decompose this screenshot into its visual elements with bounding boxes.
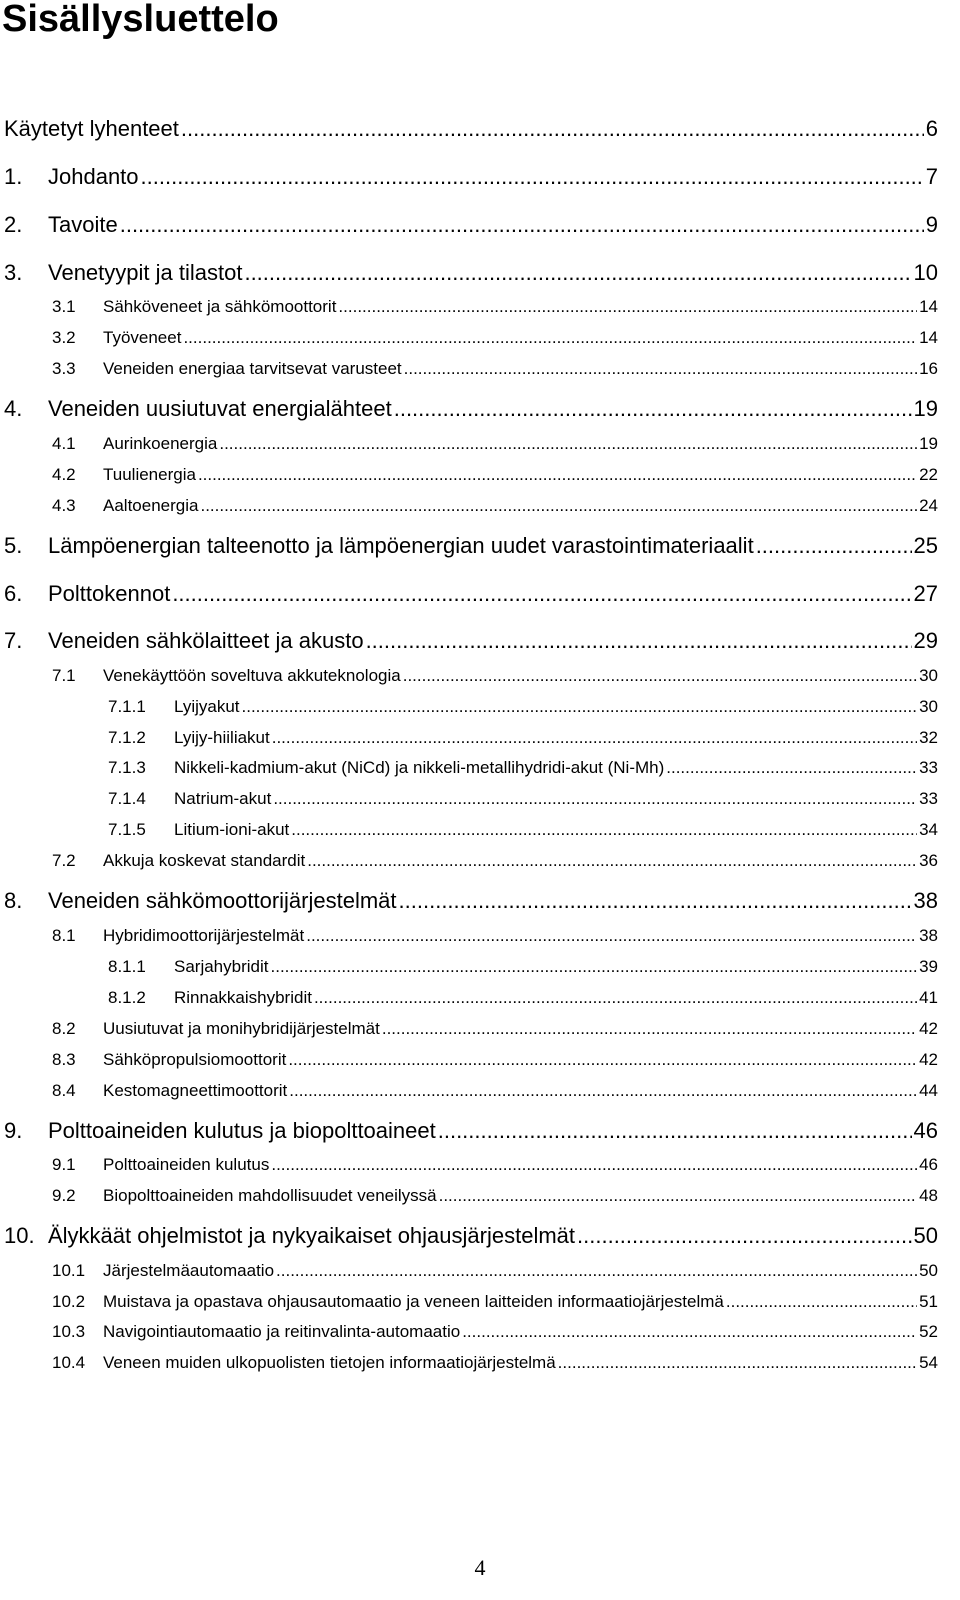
toc-leader-dots (439, 1186, 917, 1206)
toc-entry-number: 10.4 (52, 1353, 86, 1372)
toc-entry[interactable] (4, 1155, 938, 1175)
toc-entry-number: 1. (4, 164, 23, 189)
page-number: 4 (474, 1555, 486, 1580)
toc-entry-label: Sähköveneet ja sähkömoottorit (103, 297, 337, 316)
toc-entry-page: 46 (913, 1118, 938, 1143)
toc-entry-page: 7 (925, 164, 938, 189)
toc-entry-label: Veneiden sähkölaitteet ja akusto (48, 628, 364, 653)
toc-entry-page: 51 (919, 1292, 938, 1311)
toc-entry[interactable] (4, 1118, 938, 1144)
toc-entry-number: 6. (4, 581, 23, 606)
toc-entry-number: 8. (4, 888, 23, 913)
toc-entry-number: 2. (4, 212, 23, 237)
toc-entry-label: Sarjahybridit (174, 957, 269, 976)
toc-entry[interactable] (4, 260, 938, 286)
toc-entry-number: 3.1 (52, 297, 76, 316)
toc-entry-label: Hybridimoottorijärjestelmät (103, 926, 305, 945)
toc-entry-page: 32 (919, 728, 938, 747)
toc-entry[interactable] (4, 1019, 938, 1039)
toc-entry-page: 39 (919, 957, 938, 976)
toc-leader-dots (558, 1353, 917, 1373)
toc-entry[interactable] (4, 789, 938, 809)
toc-leader-dots (404, 359, 917, 379)
toc-entry-label: Veneiden sähkömoottorijärjestelmät (48, 888, 397, 913)
toc-leader-dots (172, 581, 911, 607)
toc-entry-number: 10.2 (52, 1292, 86, 1311)
toc-leader-dots (394, 396, 912, 422)
toc-entry[interactable] (4, 851, 938, 871)
toc-leader-dots (338, 297, 917, 317)
toc-leader-dots (288, 1050, 917, 1070)
toc-entry[interactable] (4, 957, 938, 977)
toc-entry[interactable] (4, 1081, 938, 1101)
toc-entry-number: 7.1.2 (108, 728, 146, 747)
toc-entry-label: Käytetyt lyhenteet (4, 116, 179, 141)
toc-entry-page: 10 (913, 260, 938, 285)
toc-leader-dots (198, 465, 917, 485)
toc-entry-page: 9 (925, 212, 938, 237)
toc-entry-number: 3.2 (52, 328, 76, 347)
toc-entry-number: 4.2 (52, 465, 76, 484)
toc-entry-label: Sähköpropulsiomoottorit (103, 1050, 287, 1069)
toc-entry-page: 22 (919, 465, 938, 484)
toc-entry-page: 14 (919, 297, 938, 316)
toc-leader-dots (314, 988, 917, 1008)
toc-entry-label: Aurinkoenergia (103, 434, 218, 453)
toc-entry-number: 8.2 (52, 1019, 76, 1038)
toc-entry[interactable] (4, 888, 938, 914)
toc-entry[interactable] (4, 581, 938, 607)
toc-entry-page: 52 (919, 1322, 938, 1341)
toc-entry-number: 3.3 (52, 359, 76, 378)
toc-entry-number: 5. (4, 533, 23, 558)
toc-entry-number: 7.1.1 (108, 697, 146, 716)
toc-leader-dots (200, 496, 917, 516)
toc-entry-page: 30 (919, 697, 938, 716)
toc-entry-number: 4. (4, 396, 23, 421)
toc-entry[interactable] (4, 697, 938, 717)
toc-entry[interactable] (4, 1322, 938, 1342)
toc-entry-page: 48 (919, 1186, 938, 1205)
toc-entry-page: 54 (919, 1353, 938, 1372)
toc-entry-label: Polttokennot (48, 581, 171, 606)
toc-leader-dots (289, 1081, 917, 1101)
toc-leader-dots (183, 328, 917, 348)
toc-entry-number: 9.2 (52, 1186, 76, 1205)
toc-entry-page: 50 (919, 1261, 938, 1280)
toc-entry[interactable] (4, 1353, 938, 1373)
toc-entry-label: Natrium-akut (174, 789, 272, 808)
toc-entry-label: Älykkäät ohjelmistot ja nykyaikaiset ohjausjärjestelmät (48, 1223, 576, 1248)
toc-entry-label: Akkuja koskevat standardit (103, 851, 306, 870)
toc-leader-dots (272, 728, 917, 748)
toc-leader-dots (181, 116, 924, 142)
toc-entry-number: 7.2 (52, 851, 76, 870)
toc-entry[interactable] (4, 359, 938, 379)
toc-leader-dots (438, 1118, 912, 1144)
toc-entry[interactable] (4, 533, 938, 559)
toc-entry-page: 19 (913, 396, 938, 421)
toc-entry[interactable] (4, 1050, 938, 1070)
toc-entry-number: 8.3 (52, 1050, 76, 1069)
toc-leader-dots (403, 666, 917, 686)
toc-entry-label: Polttoaineiden kulutus (103, 1155, 270, 1174)
toc-entry[interactable] (4, 1186, 938, 1206)
toc-entry-number: 3. (4, 260, 23, 285)
toc-leader-dots (271, 957, 918, 977)
toc-entry-page: 38 (919, 926, 938, 945)
toc-leader-dots (756, 533, 912, 559)
toc-leader-dots (399, 888, 912, 914)
toc-leader-dots (306, 926, 917, 946)
toc-entry-label: Veneen muiden ulkopuolisten tietojen informaatiojärjestelmä (103, 1353, 556, 1372)
toc-entry[interactable] (4, 666, 938, 686)
toc-entry-page: 14 (919, 328, 938, 347)
page-title: Sisällysluettelo (2, 0, 279, 40)
toc-entry-page: 42 (919, 1050, 938, 1069)
toc-entry[interactable] (4, 1223, 938, 1249)
toc-entry-number: 4.1 (52, 434, 76, 453)
toc-leader-dots (307, 851, 917, 871)
toc-entry[interactable] (4, 820, 938, 840)
toc-entry-label: Aaltoenergia (103, 496, 199, 515)
toc-entry-label: Nikkeli-kadmium-akut (NiCd) ja nikkeli-metallihydridi-akut (Ni-Mh) (174, 758, 665, 777)
toc-leader-dots (120, 212, 924, 238)
toc-entry-page: 41 (919, 988, 938, 1007)
toc-entry-label: Tavoite (48, 212, 118, 237)
toc-leader-dots (462, 1322, 917, 1342)
toc-leader-dots (291, 820, 917, 840)
toc-entry[interactable] (4, 1292, 938, 1312)
toc-leader-dots (366, 628, 912, 654)
toc-leader-dots (577, 1223, 912, 1249)
toc-entry-label: Polttoaineiden kulutus ja biopolttoaineet (48, 1118, 436, 1143)
toc-entry-page: 42 (919, 1019, 938, 1038)
toc-entry-label: Tuulienergia (103, 465, 196, 484)
toc-leader-dots (666, 758, 917, 778)
toc-entry[interactable] (4, 758, 938, 778)
toc-entry-number: 7.1 (52, 666, 76, 685)
toc-entry-label: Veneiden uusiutuvat energialähteet (48, 396, 392, 421)
toc-entry[interactable] (4, 1261, 938, 1281)
toc-entry-page: 30 (919, 666, 938, 685)
toc-entry[interactable] (4, 926, 938, 946)
toc-entry[interactable] (4, 434, 938, 454)
toc-leader-dots (219, 434, 917, 454)
toc-leader-dots (273, 789, 917, 809)
toc-entry-number: 7.1.3 (108, 758, 146, 777)
toc-entry-label: Kestomagneettimoottorit (103, 1081, 288, 1100)
toc-entry-label: Muistava ja opastava ohjausautomaatio ja veneen laitteiden informaatiojärjestelmä (103, 1292, 724, 1311)
toc-leader-dots (242, 697, 918, 717)
toc-entry-label: Navigointiautomaatio ja reitinvalinta-automaatio (103, 1322, 461, 1341)
toc-entry-number: 7.1.5 (108, 820, 146, 839)
toc-entry-page: 27 (913, 581, 938, 606)
toc-entry-number: 10.1 (52, 1261, 86, 1280)
toc-entry-label: Rinnakkaishybridit (174, 988, 312, 1007)
toc-entry-page: 34 (919, 820, 938, 839)
toc-entry-page: 38 (913, 888, 938, 913)
toc-entry-page: 29 (913, 628, 938, 653)
toc-entry-label: Lämpöenergian talteenotto ja lämpöenergian uudet varastointimateriaalit (48, 533, 754, 558)
toc-entry-number: 8.1.2 (108, 988, 146, 1007)
toc-leader-dots (271, 1155, 917, 1175)
toc-entry-page: 16 (919, 359, 938, 378)
toc-entry[interactable] (4, 496, 938, 516)
toc-leader-dots (141, 164, 924, 190)
toc-entry-number: 4.3 (52, 496, 76, 515)
toc-entry[interactable] (4, 988, 938, 1008)
toc-entry-number: 8.4 (52, 1081, 76, 1100)
toc-entry[interactable] (4, 728, 938, 748)
toc-entry-number: 7.1.4 (108, 789, 146, 808)
toc-entry[interactable] (4, 628, 938, 654)
toc-entry-label: Lyijyakut (174, 697, 240, 716)
toc-entry-label: Biopolttoaineiden mahdollisuudet veneilyssä (103, 1186, 437, 1205)
toc-entry-page: 50 (913, 1223, 938, 1248)
toc-entry-label: Järjestelmäautomaatio (103, 1261, 275, 1280)
toc-entry-page: 33 (919, 789, 938, 808)
toc-entry-label: Veneiden energiaa tarvitsevat varusteet (103, 359, 402, 378)
toc-entry-page: 24 (919, 496, 938, 515)
toc-entry[interactable] (4, 328, 938, 348)
toc-entry-page: 44 (919, 1081, 938, 1100)
toc-entry-number: 8.1.1 (108, 957, 146, 976)
toc-leader-dots (726, 1292, 917, 1312)
toc-entry-label: Venetyypit ja tilastot (48, 260, 243, 285)
toc-entry-number: 7. (4, 628, 23, 653)
toc-entry[interactable] (4, 212, 938, 238)
toc-entry-label: Venekäyttöön soveltuva akkuteknologia (103, 666, 401, 685)
toc-entry[interactable] (4, 164, 938, 190)
toc-entry[interactable] (4, 465, 938, 485)
toc-entry-number: 8.1 (52, 926, 76, 945)
toc-entry-label: Lyijy-hiiliakut (174, 728, 270, 747)
toc-entry[interactable] (4, 396, 938, 422)
toc-entry-page: 25 (913, 533, 938, 558)
toc-entry-page: 19 (919, 434, 938, 453)
toc-entry-label: Johdanto (48, 164, 139, 189)
toc-entry-page: 33 (919, 758, 938, 777)
toc-entry-page: 46 (919, 1155, 938, 1174)
toc-entry-page: 36 (919, 851, 938, 870)
toc-leader-dots (382, 1019, 917, 1039)
toc-entry-label: Litium-ioni-akut (174, 820, 290, 839)
toc-entry-page: 6 (925, 116, 938, 141)
toc-entry[interactable] (4, 116, 938, 142)
toc-entry[interactable] (4, 297, 938, 317)
toc-entry-number: 9.1 (52, 1155, 76, 1174)
toc-entry-number: 10. (4, 1223, 35, 1248)
toc-entry-label: Uusiutuvat ja monihybridijärjestelmät (103, 1019, 380, 1038)
toc-entry-label: Työveneet (103, 328, 182, 347)
toc-entry-number: 9. (4, 1118, 23, 1143)
toc-entry-number: 10.3 (52, 1322, 86, 1341)
toc-leader-dots (244, 260, 911, 286)
toc-leader-dots (276, 1261, 917, 1281)
